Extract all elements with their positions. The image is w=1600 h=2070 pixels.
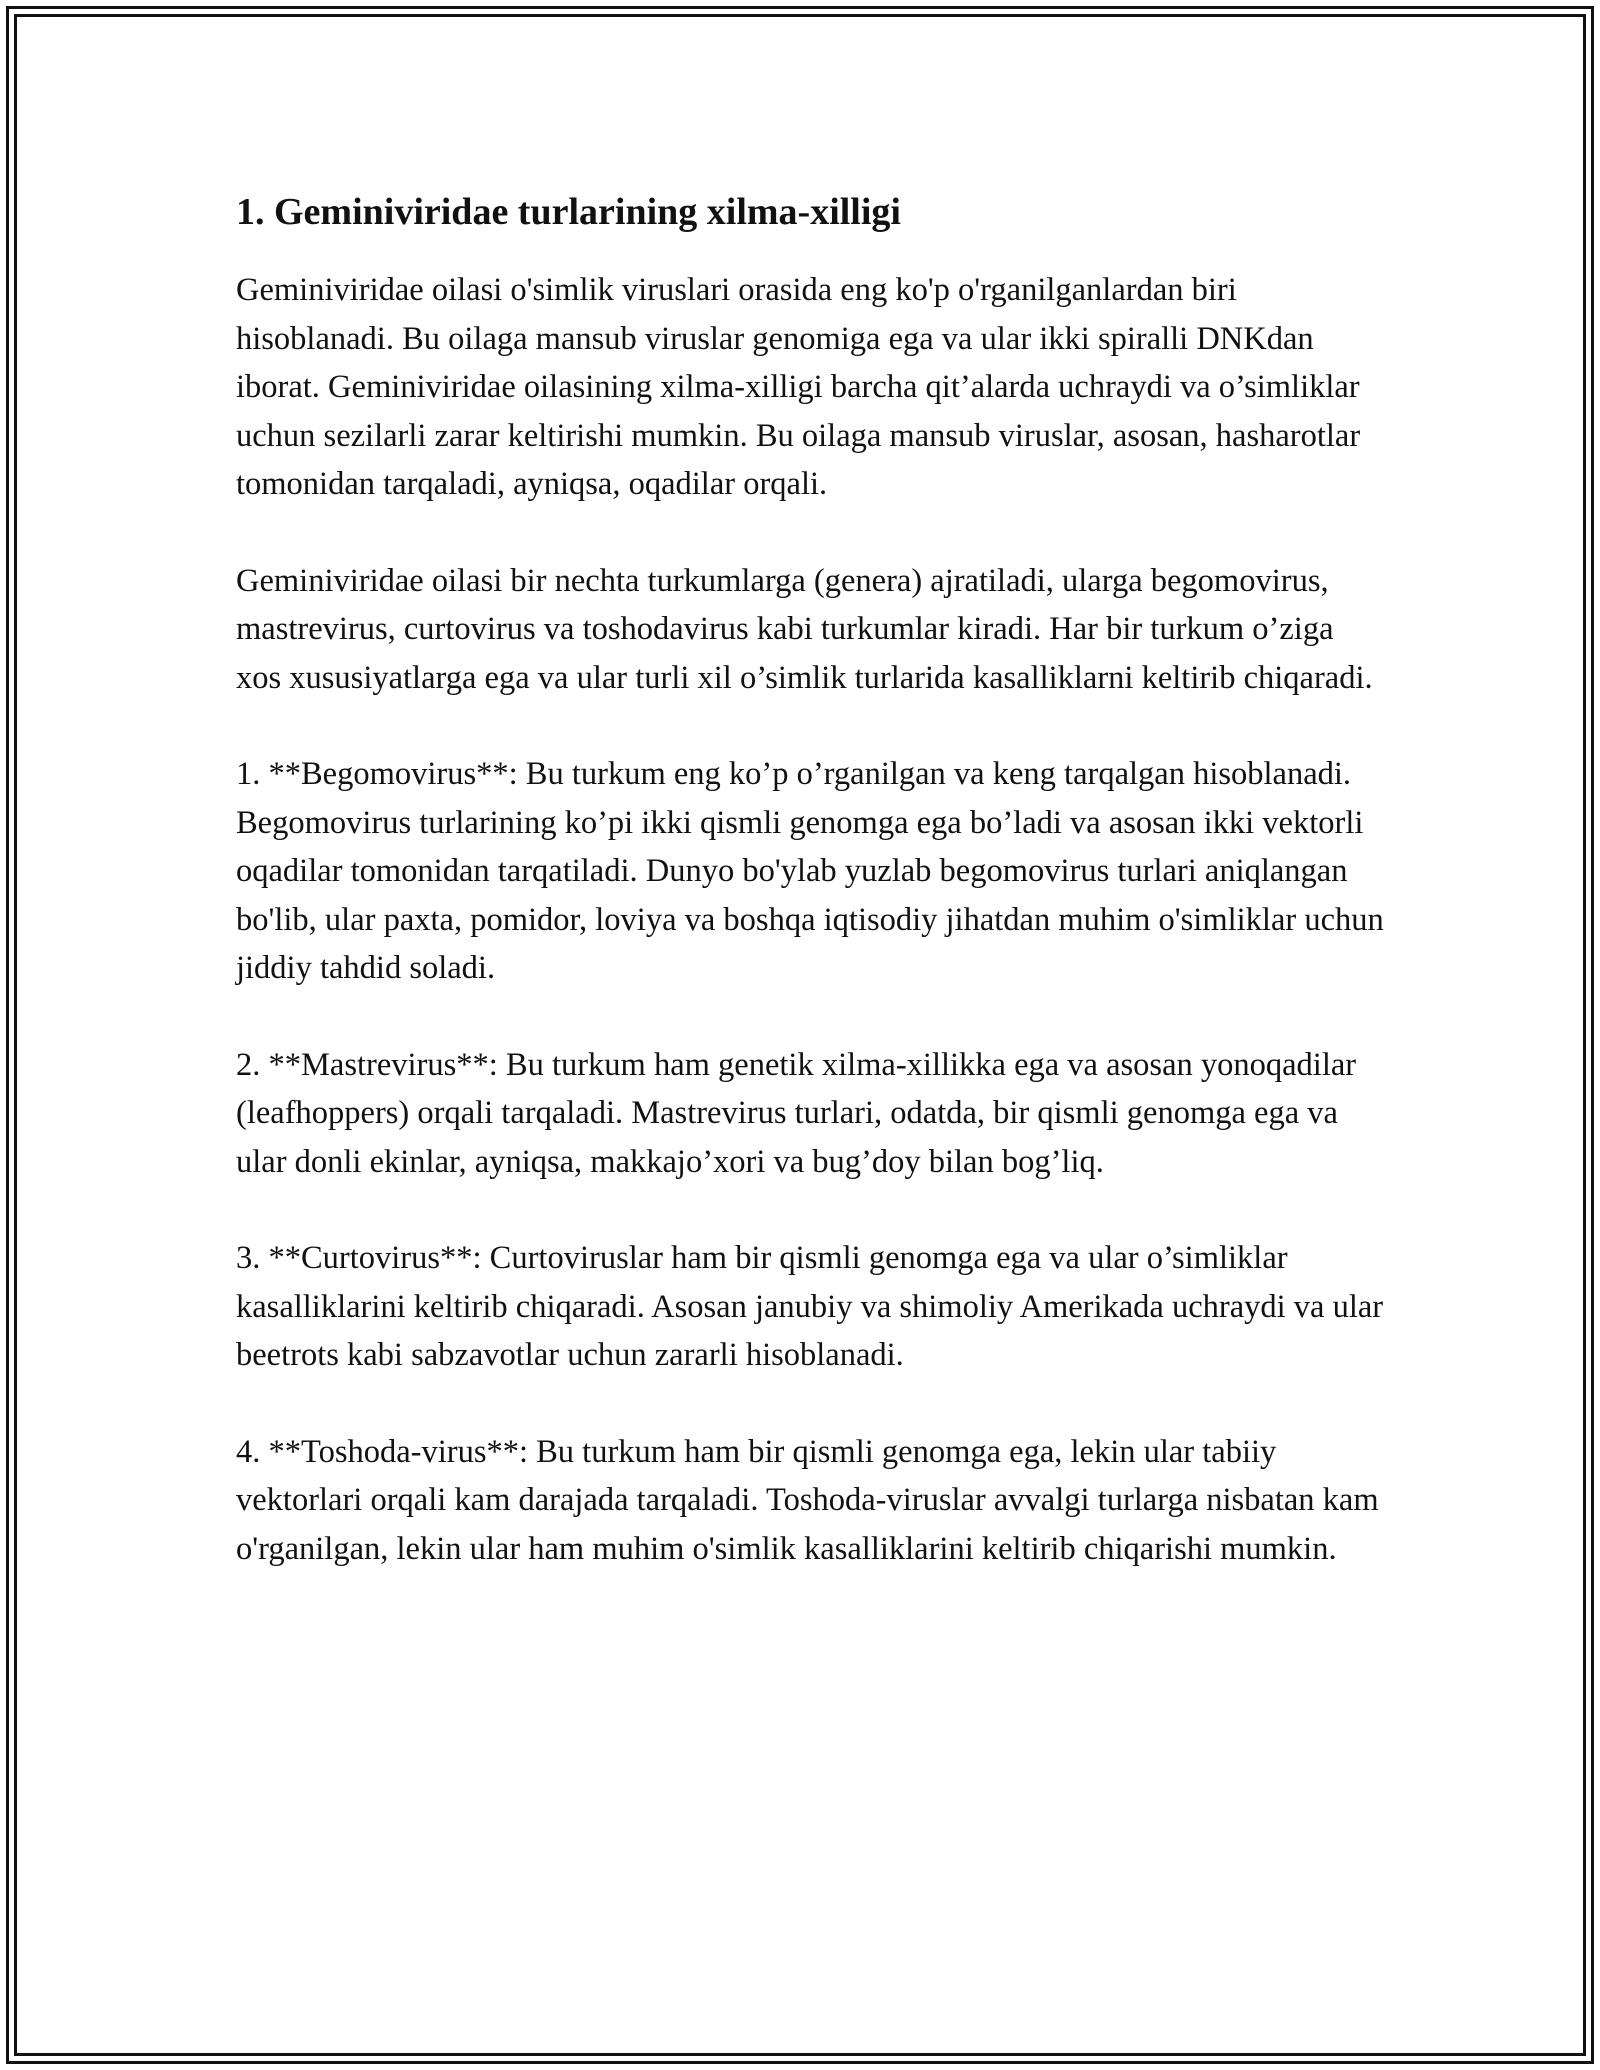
paragraph-toshoda-virus: 4. **Toshoda-virus**: Bu turkum ham bir qismli genomga ega, lekin ular tabiiy vektorlari orqali kam darajada tarqaladi. Toshoda-viruslar avvalgi turlarga nisbatan kam o'rganilgan, lekin ular ham muhim o'simlik kasalliklarini keltirib chiqarishi mumkin. (236, 1433, 1379, 1567)
paragraph-begomovirus: 1. **Begomovirus**: Bu turkum eng ko’p o’rganilgan va keng tarqalgan hisoblanadi. Begomovirus turlarining ko’pi ikki qismli genomga ega bo’ladi va asosan ikki vektorli oqadilar tomonidan tarqatiladi. Dunyo bo'ylab yuzlab begomovirus turlari aniqlangan bo'lib, ular paxta, pomidor, loviya va boshqa iqtisodiy jihatdan muhim o'simliklar uchun jiddiy tahdid soladi. (236, 756, 1384, 986)
paragraph-intro: Geminiviridae oilasi o'simlik viruslari orasida eng ko'p o'rganilganlardan biri hisoblanadi. Bu oilaga mansub viruslar genomiga ega va ular ikki spiralli DNKdan iborat. Geminiviridae oilasining xilma-xilligi barcha qit’alarda uchraydi va o’simliklar uchun sezilarli zarar keltirishi mumkin. Bu oilaga mansub viruslar, asosan, hasharotlar tomonidan tarqaladi, ayniqsa, oqadilar orqali. (236, 272, 1361, 502)
section-heading: 1. Geminiviridae turlarining xilma-xilligi (236, 191, 901, 233)
paragraph-genera: Geminiviridae oilasi bir nechta turkumlarga (genera) ajratiladi, ularga begomovirus, mastrevirus, curtovirus va toshodavirus kabi turkumlar kiradi. Har bir turkum o’ziga xos xususiyatlarga ega va ular turli xil o’simlik turlarida kasalliklarni keltirib chiqaradi. (236, 562, 1373, 696)
paragraph-curtovirus: 3. **Curtovirus**: Curtoviruslar ham bir qismli genomga ega va ular o’simliklar kasalliklarini keltirib chiqaradi. Asosan janubiy va shimoliy Amerikada uchraydi va ular beetrots kabi sabzavotlar uchun zararli hisoblanadi. (236, 1240, 1384, 1373)
paragraph-mastrevirus: 2. **Mastrevirus**: Bu turkum ham genetik xilma-xillikka ega va asosan yonoqadilar (leafhoppers) orqali tarqaladi. Mastrevirus turlari, odatda, bir qismli genomga ega va ular donli ekinlar, ayniqsa, makkajo’xori va bug’doy bilan bog’liq. (236, 1046, 1357, 1180)
document-body (236, 188, 1386, 1621)
